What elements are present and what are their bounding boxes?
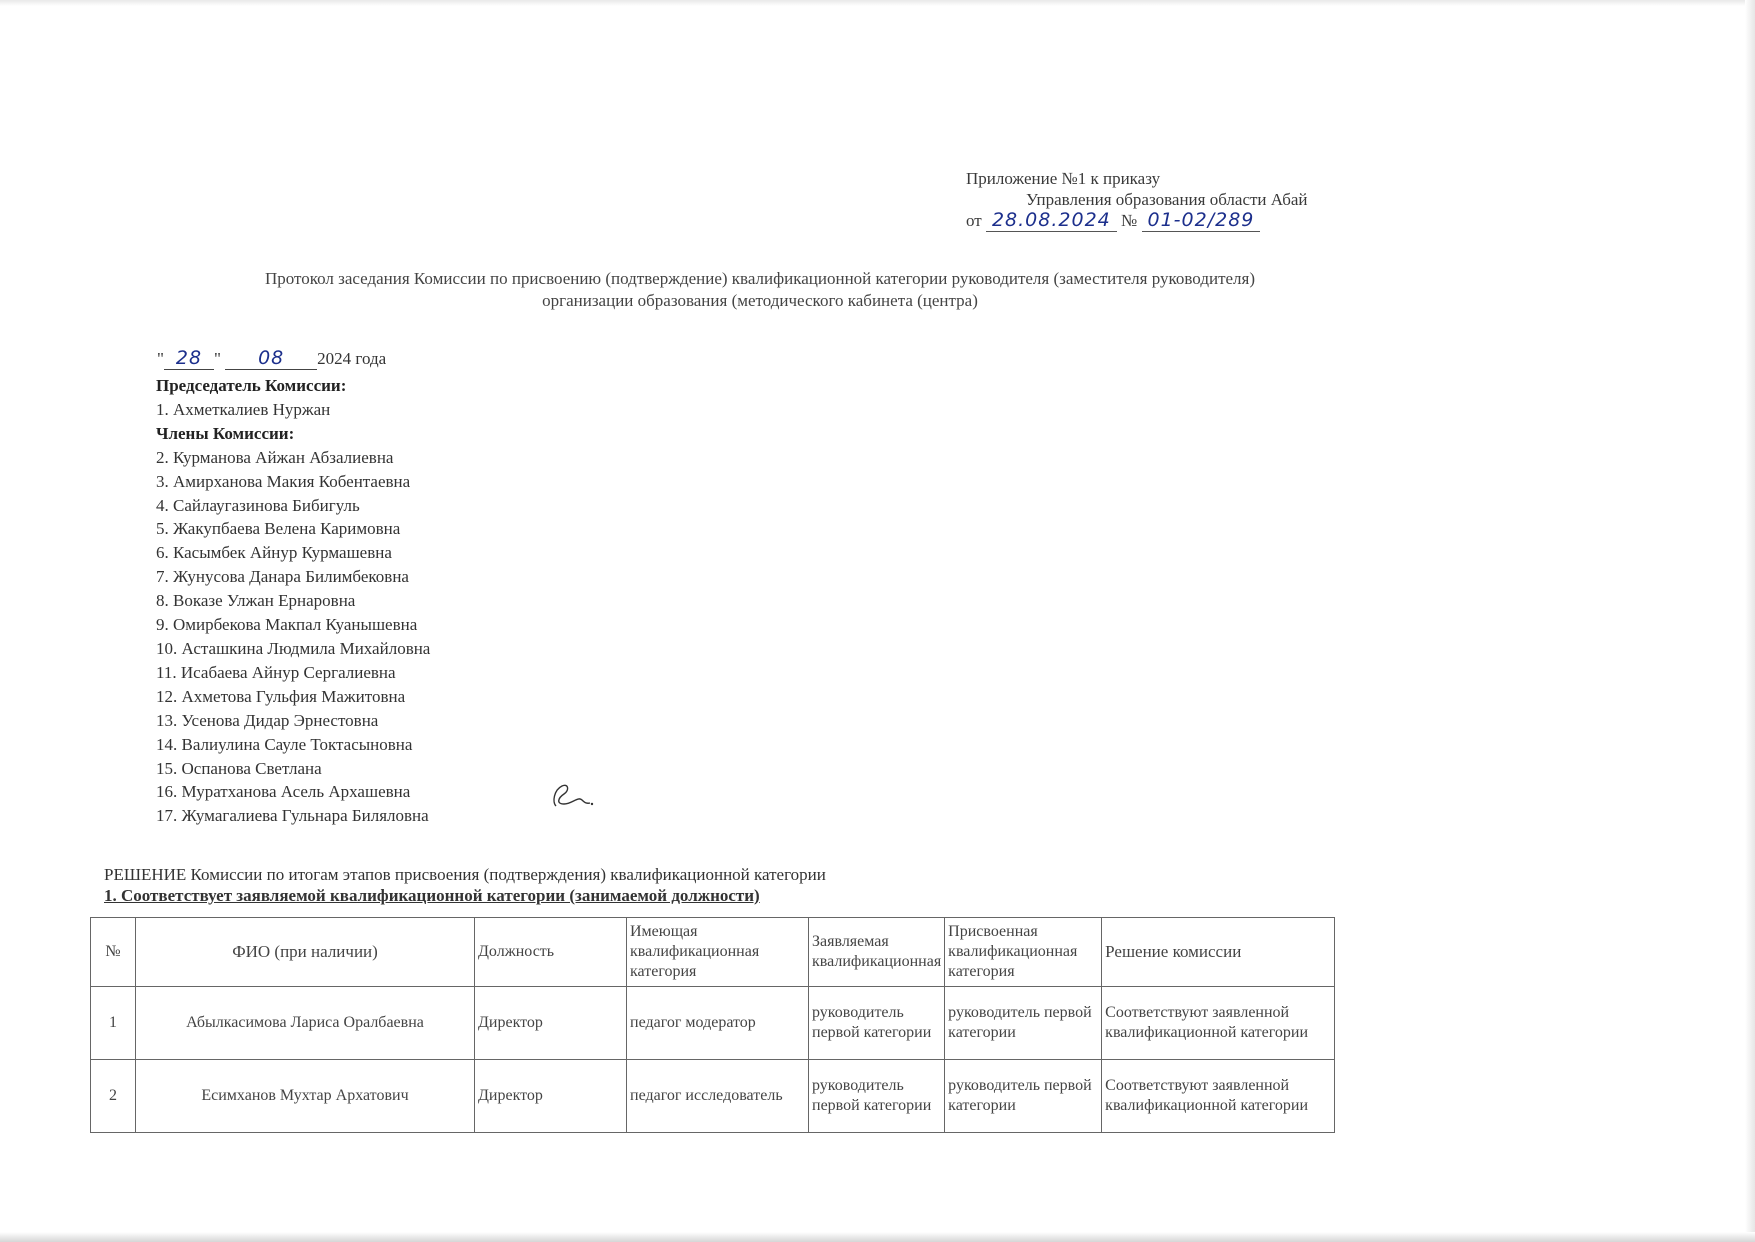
header-num: № [91, 918, 136, 987]
member-item: 11. Исабаева Айнур Сергалиевна [156, 662, 396, 682]
header-position: Должность [475, 918, 627, 987]
commission-list [156, 374, 430, 828]
members-list [156, 446, 430, 829]
cell-current-category: педагог модератор [627, 987, 809, 1060]
member-item: 10. Асташкина Людмила Михайловна [156, 638, 431, 658]
decision-heading: РЕШЕНИЕ Комиссии по итогам этапов присвоения (подтверждения) квалификационной категории [104, 865, 826, 884]
decision-subheading: 1. Соответствует заявляемой квалификационной категории (занимаемой должности) [104, 886, 760, 905]
appendix-from-label: от [966, 211, 982, 230]
decision-table [90, 917, 1335, 1133]
decision-block [104, 864, 826, 906]
member-item: 15. Оспанова Светлана [156, 758, 322, 778]
chair-heading: Председатель Комиссии: [156, 376, 347, 395]
table-header-row [91, 918, 1335, 987]
appendix-line-2: Управления образования области Абай [1026, 190, 1308, 209]
cell-fio: Есимханов Мухтар Архатович [136, 1060, 475, 1133]
appendix-order-date: 28.08.2024 [986, 210, 1117, 232]
member-item: 4. Сайлаугазинова Бибигуль [156, 495, 360, 515]
chair-name: 1. Ахметкалиев Нуржан [156, 399, 331, 419]
member-item: 7. Жунусова Данара Билимбековна [156, 567, 409, 587]
member-item: 5. Жакупбаева Велена Каримовна [156, 519, 401, 539]
table-body [91, 987, 1335, 1133]
cell-decision: Соответствуют заявленной квалификационной категории [1102, 987, 1335, 1060]
member-item: 3. Амирханова Макия Кобентаевна [156, 471, 411, 491]
date-month: 08 [225, 347, 317, 370]
cell-num: 2 [91, 1060, 136, 1133]
appendix-line-1: Приложение №1 к приказу [966, 169, 1161, 188]
protocol-title-line-1: Протокол заседания Комиссии по присвоению (подтверждение) квалификационной категории руководителя (заместителя руководителя) [264, 269, 1256, 288]
cell-fio: Абылкасимова Лариса Оралбаевна [136, 987, 475, 1060]
members-heading: Члены Комиссии: [156, 423, 295, 443]
signature-mark [548, 776, 596, 812]
cell-position: Директор [475, 1060, 627, 1133]
member-item: 12. Ахметова Гульфия Мажитовна [156, 686, 406, 706]
cell-requested-category: руководитель первой категории [809, 987, 945, 1060]
protocol-date [157, 347, 386, 370]
table-row [91, 987, 1335, 1060]
header-decision: Решение комиссии [1102, 918, 1335, 987]
cell-position: Директор [475, 987, 627, 1060]
header-fio: ФИО (при наличии) [136, 918, 475, 987]
member-item: 14. Валиулина Сауле Токтасыновна [156, 734, 413, 754]
date-year: 2024 года [317, 349, 387, 368]
member-item: 6. Касымбек Айнур Курмашевна [156, 543, 392, 563]
scan-edge-bottom [0, 1232, 1755, 1242]
member-item: 13. Усенова Дидар Эрнестовна [156, 710, 379, 730]
member-item: 16. Муратханова Асель Архашевна [156, 782, 411, 802]
header-assigned-category: Присвоенная квалификационная категория [945, 918, 1102, 987]
member-item: 9. Омирбекова Макпал Куанышевна [156, 615, 418, 635]
scan-edge-right [1745, 0, 1755, 1242]
cell-num: 1 [91, 987, 136, 1060]
date-open-quote: " [157, 349, 164, 368]
appendix-order-line [966, 210, 1386, 232]
date-day: 28 [164, 347, 214, 370]
member-item: 17. Жумагалиева Гульнара Биляловна [156, 806, 429, 826]
cell-assigned-category: руководитель первой категории [945, 1060, 1102, 1133]
header-requested-category: Заявляемая квалификационная [809, 918, 945, 987]
cell-requested-category: руководитель первой категории [809, 1060, 945, 1133]
cell-assigned-category: руководитель первой категории [945, 987, 1102, 1060]
appendix-order-number: 01-02/289 [1142, 210, 1261, 232]
table-row [91, 1060, 1335, 1133]
scan-edge-top [0, 0, 1755, 6]
header-current-category: Имеющая квалификационная категория [627, 918, 809, 987]
appendix-number-label: № [1121, 211, 1138, 230]
date-close-quote: " [213, 349, 221, 368]
cell-current-category: педагог исследователь [627, 1060, 809, 1133]
appendix-block [966, 168, 1386, 232]
protocol-title-line-2: организации образования (методического кабинета (центра) [542, 291, 978, 310]
protocol-title [160, 268, 1360, 312]
member-item: 2. Курманова Айжан Абзалиевна [156, 447, 394, 467]
cell-decision: Соответствуют заявленной квалификационной категории [1102, 1060, 1335, 1133]
member-item: 8. Воказе Улжан Ернаровна [156, 591, 356, 611]
